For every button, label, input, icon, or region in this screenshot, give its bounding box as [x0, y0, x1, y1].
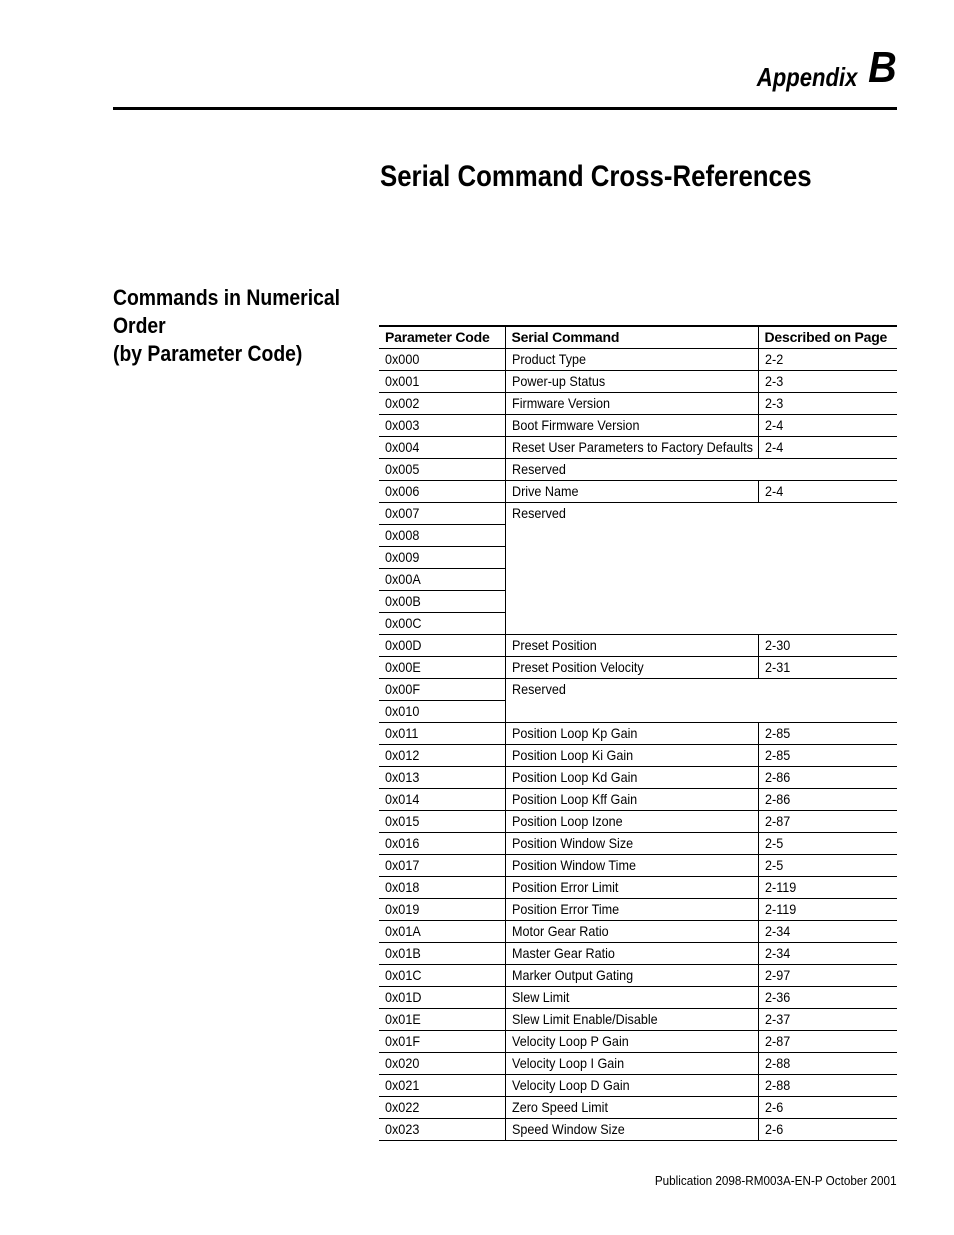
page-reference: 2-30 [764, 637, 790, 653]
parameter-code: 0x01E [385, 1011, 421, 1027]
parameter-code-cell [379, 745, 505, 767]
serial-command: Speed Window Size [511, 1121, 625, 1137]
page-reference-cell [758, 481, 897, 503]
serial-command-cell [505, 393, 758, 415]
serial-command-cell [505, 1053, 758, 1075]
parameter-code: 0x022 [385, 1099, 420, 1115]
page-reference-cell [758, 921, 897, 943]
page-reference: 2-2 [764, 351, 783, 367]
table-row [379, 1053, 897, 1075]
parameter-code-cell [379, 547, 505, 569]
page-reference: 2-4 [764, 439, 783, 455]
page-reference: 2-86 [764, 791, 790, 807]
parameter-code-cell [379, 1075, 505, 1097]
table-row [379, 1075, 897, 1097]
page-reference-cell [758, 899, 897, 921]
serial-command-cell [505, 657, 758, 679]
serial-command-cell [505, 1009, 758, 1031]
page-reference: 2-4 [764, 483, 783, 499]
page-reference: 2-87 [764, 813, 790, 829]
parameter-code-cell [379, 987, 505, 1009]
parameter-code: 0x00A [385, 571, 421, 587]
parameter-code-cell [379, 811, 505, 833]
table-row [379, 921, 897, 943]
parameter-code-cell [379, 591, 505, 613]
page-reference-cell [758, 877, 897, 899]
page-reference: 2-86 [764, 769, 790, 785]
page-reference-cell [758, 855, 897, 877]
parameter-code-cell [379, 1097, 505, 1119]
page-reference-cell [758, 1097, 897, 1119]
page-reference: 2-6 [764, 1121, 783, 1137]
page-reference: 2-4 [764, 417, 783, 433]
parameter-code-cell [379, 899, 505, 921]
reserved-cell [505, 503, 897, 635]
parameter-code: 0x005 [385, 461, 420, 477]
serial-command-cell [505, 987, 758, 1009]
parameter-code-cell [379, 767, 505, 789]
page-reference-cell [758, 437, 897, 459]
parameter-code: 0x00E [385, 659, 421, 675]
page-reference: 2-31 [764, 659, 790, 675]
parameter-code-cell [379, 701, 505, 723]
parameter-code-cell [379, 415, 505, 437]
parameter-code: 0x010 [385, 703, 420, 719]
page-reference-cell [758, 1119, 897, 1141]
table-row [379, 899, 897, 921]
parameter-code-cell [379, 1009, 505, 1031]
page-reference: 2-119 [764, 879, 796, 895]
serial-command: Motor Gear Ratio [511, 923, 609, 939]
serial-command-cell [505, 877, 758, 899]
table-row [379, 1031, 897, 1053]
parameter-code-cell [379, 437, 505, 459]
page-reference: 2-36 [764, 989, 790, 1005]
serial-command: Master Gear Ratio [511, 945, 615, 961]
page-reference: 2-5 [764, 857, 783, 873]
page-reference: 2-34 [764, 923, 790, 939]
page-reference: 2-88 [764, 1055, 790, 1071]
serial-command-cell [505, 481, 758, 503]
serial-command: Position Window Size [511, 835, 633, 851]
parameter-code: 0x017 [385, 857, 420, 873]
table-row [379, 371, 897, 393]
page-reference: 2-87 [764, 1033, 790, 1049]
table-row [379, 723, 897, 745]
appendix-word: Appendix [756, 62, 858, 92]
parameter-code: 0x00B [385, 593, 421, 609]
serial-command: Zero Speed Limit [511, 1099, 608, 1115]
parameter-code: 0x015 [385, 813, 420, 829]
table-row [379, 1119, 897, 1141]
serial-command: Position Loop Ki Gain [511, 747, 633, 763]
serial-command: Reserved [511, 681, 566, 697]
parameter-code: 0x019 [385, 901, 420, 917]
serial-command-cell [505, 767, 758, 789]
parameter-code: 0x00F [385, 681, 421, 697]
serial-command-cell [505, 965, 758, 987]
parameter-code: 0x006 [385, 483, 420, 499]
page-reference-cell [758, 987, 897, 1009]
serial-command: Position Error Time [511, 901, 619, 917]
page-reference: 2-85 [764, 747, 790, 763]
parameter-code-cell [379, 833, 505, 855]
serial-command: Firmware Version [511, 395, 610, 411]
table-row [379, 459, 897, 481]
column-header-page: Described on Page [758, 326, 897, 349]
serial-command-cell [505, 1031, 758, 1053]
reserved-cell [505, 459, 897, 481]
table-row [379, 437, 897, 459]
parameter-code-cell [379, 921, 505, 943]
table-row [379, 635, 897, 657]
parameter-code-cell [379, 569, 505, 591]
parameter-code-cell [379, 349, 505, 371]
parameter-code: 0x011 [385, 725, 419, 741]
page-reference-cell [758, 723, 897, 745]
parameter-code: 0x013 [385, 769, 420, 785]
header-rule [113, 107, 897, 110]
page-reference: 2-97 [764, 967, 790, 983]
serial-command: Position Loop Kp Gain [511, 725, 637, 741]
parameter-code-cell [379, 679, 505, 701]
parameter-code: 0x023 [385, 1121, 420, 1137]
table-row [379, 833, 897, 855]
parameter-code-cell [379, 371, 505, 393]
serial-command: Drive Name [511, 483, 579, 499]
serial-command-cell [505, 349, 758, 371]
appendix-letter: B [868, 43, 897, 92]
parameter-code-cell [379, 723, 505, 745]
serial-command: Preset Position Velocity [511, 659, 644, 675]
table-body [379, 349, 897, 1141]
section-heading [113, 284, 359, 368]
page-reference-cell [758, 415, 897, 437]
parameter-code-cell [379, 503, 505, 525]
table-row [379, 503, 897, 525]
page-reference: 2-3 [764, 373, 783, 389]
parameter-code: 0x014 [385, 791, 420, 807]
parameter-code: 0x01D [385, 989, 422, 1005]
page-reference: 2-37 [764, 1011, 790, 1027]
page-reference-cell [758, 1031, 897, 1053]
serial-command: Reserved [511, 505, 566, 521]
serial-command-cell [505, 635, 758, 657]
page-reference: 2-85 [764, 725, 790, 741]
serial-command: Marker Output Gating [511, 967, 633, 983]
page-title: Serial Command Cross-References [380, 160, 812, 193]
page-reference: 2-88 [764, 1077, 790, 1093]
page-reference-cell [758, 943, 897, 965]
publication-footer: Publication 2098-RM003A-EN-P October 2001 [655, 1173, 897, 1188]
table-header-row [379, 326, 897, 349]
parameter-code-cell [379, 635, 505, 657]
parameter-code-cell [379, 1053, 505, 1075]
serial-command: Slew Limit Enable/Disable [511, 1011, 658, 1027]
parameter-code: 0x00C [385, 615, 422, 631]
parameter-code: 0x004 [385, 439, 420, 455]
serial-command: Position Loop Kff Gain [511, 791, 637, 807]
serial-command-cell [505, 437, 758, 459]
table-row [379, 657, 897, 679]
parameter-code: 0x009 [385, 549, 420, 565]
parameter-code-cell [379, 1119, 505, 1141]
column-header-command: Serial Command [505, 326, 758, 349]
parameter-code: 0x001 [385, 373, 420, 389]
serial-command: Boot Firmware Version [511, 417, 639, 433]
parameter-code-cell [379, 943, 505, 965]
page-reference-cell [758, 789, 897, 811]
page-reference-cell [758, 393, 897, 415]
table-row [379, 965, 897, 987]
page-reference: 2-3 [764, 395, 783, 411]
parameter-code-cell [379, 525, 505, 547]
page-reference-cell [758, 349, 897, 371]
table-row [379, 987, 897, 1009]
parameter-code-cell [379, 613, 505, 635]
table-row [379, 943, 897, 965]
parameter-code: 0x01A [385, 923, 421, 939]
section-heading-line: Commands in Numerical [113, 285, 340, 310]
section-heading-line: (by Parameter Code) [113, 341, 303, 366]
table-row [379, 415, 897, 437]
parameter-code-cell [379, 877, 505, 899]
page-reference: 2-119 [764, 901, 796, 917]
serial-command: Slew Limit [511, 989, 569, 1005]
parameter-code-cell [379, 855, 505, 877]
cross-reference-table [379, 325, 897, 1141]
parameter-code-cell [379, 393, 505, 415]
serial-command-cell [505, 415, 758, 437]
serial-command-cell [505, 1097, 758, 1119]
serial-command-cell [505, 1075, 758, 1097]
parameter-code: 0x003 [385, 417, 420, 433]
serial-command-cell [505, 833, 758, 855]
parameter-code: 0x020 [385, 1055, 420, 1071]
parameter-code-cell [379, 1031, 505, 1053]
parameter-code-cell [379, 481, 505, 503]
serial-command: Position Error Limit [511, 879, 618, 895]
serial-command: Position Loop Kd Gain [511, 769, 637, 785]
serial-command: Reserved [511, 461, 566, 477]
parameter-code: 0x01C [385, 967, 422, 983]
serial-command-cell [505, 745, 758, 767]
page-reference: 2-6 [764, 1099, 783, 1115]
parameter-code: 0x00D [385, 637, 422, 653]
page-reference-cell [758, 1075, 897, 1097]
table-row [379, 745, 897, 767]
parameter-code: 0x007 [385, 505, 420, 521]
parameter-code-cell [379, 657, 505, 679]
page-reference-cell [758, 767, 897, 789]
parameter-code: 0x01F [385, 1033, 421, 1049]
parameter-code-cell [379, 965, 505, 987]
serial-command: Product Type [511, 351, 586, 367]
page-reference-cell [758, 657, 897, 679]
column-header-code: Parameter Code [379, 326, 505, 349]
serial-command-cell [505, 723, 758, 745]
serial-command: Preset Position [511, 637, 597, 653]
serial-command: Velocity Loop D Gain [511, 1077, 630, 1093]
serial-command-cell [505, 1119, 758, 1141]
parameter-code: 0x01B [385, 945, 421, 961]
serial-command: Position Loop Izone [511, 813, 623, 829]
page-reference-cell [758, 811, 897, 833]
table-row [379, 1009, 897, 1031]
serial-command: Reset User Parameters to Factory Defaults [511, 439, 753, 455]
serial-command-cell [505, 943, 758, 965]
table-row [379, 877, 897, 899]
serial-command: Velocity Loop P Gain [511, 1033, 629, 1049]
table-row [379, 1097, 897, 1119]
parameter-code: 0x021 [385, 1077, 420, 1093]
parameter-code-cell [379, 789, 505, 811]
parameter-code: 0x016 [385, 835, 420, 851]
serial-command: Position Window Time [511, 857, 636, 873]
serial-command-cell [505, 789, 758, 811]
parameter-code: 0x008 [385, 527, 420, 543]
serial-command-cell [505, 855, 758, 877]
serial-command: Power-up Status [511, 373, 605, 389]
page-reference: 2-5 [764, 835, 783, 851]
parameter-code: 0x000 [385, 351, 420, 367]
parameter-code: 0x018 [385, 879, 420, 895]
page-reference-cell [758, 371, 897, 393]
serial-command-cell [505, 371, 758, 393]
table-row [379, 349, 897, 371]
parameter-code-cell [379, 459, 505, 481]
table-row [379, 679, 897, 701]
table-row [379, 855, 897, 877]
page-reference-cell [758, 1053, 897, 1075]
reserved-cell [505, 679, 897, 723]
page-reference-cell [758, 965, 897, 987]
table-row [379, 481, 897, 503]
table-row [379, 789, 897, 811]
section-heading-line: Order [113, 313, 166, 338]
serial-command: Velocity Loop I Gain [511, 1055, 624, 1071]
parameter-code: 0x002 [385, 395, 420, 411]
page-reference-cell [758, 635, 897, 657]
serial-command-cell [505, 921, 758, 943]
page-reference-cell [758, 1009, 897, 1031]
page-reference-cell [758, 745, 897, 767]
serial-command-cell [505, 811, 758, 833]
table-row [379, 767, 897, 789]
page-reference: 2-34 [764, 945, 790, 961]
parameter-code: 0x012 [385, 747, 420, 763]
page-reference-cell [758, 833, 897, 855]
appendix-label [739, 43, 897, 92]
table-row [379, 393, 897, 415]
serial-command-cell [505, 899, 758, 921]
table-row [379, 811, 897, 833]
